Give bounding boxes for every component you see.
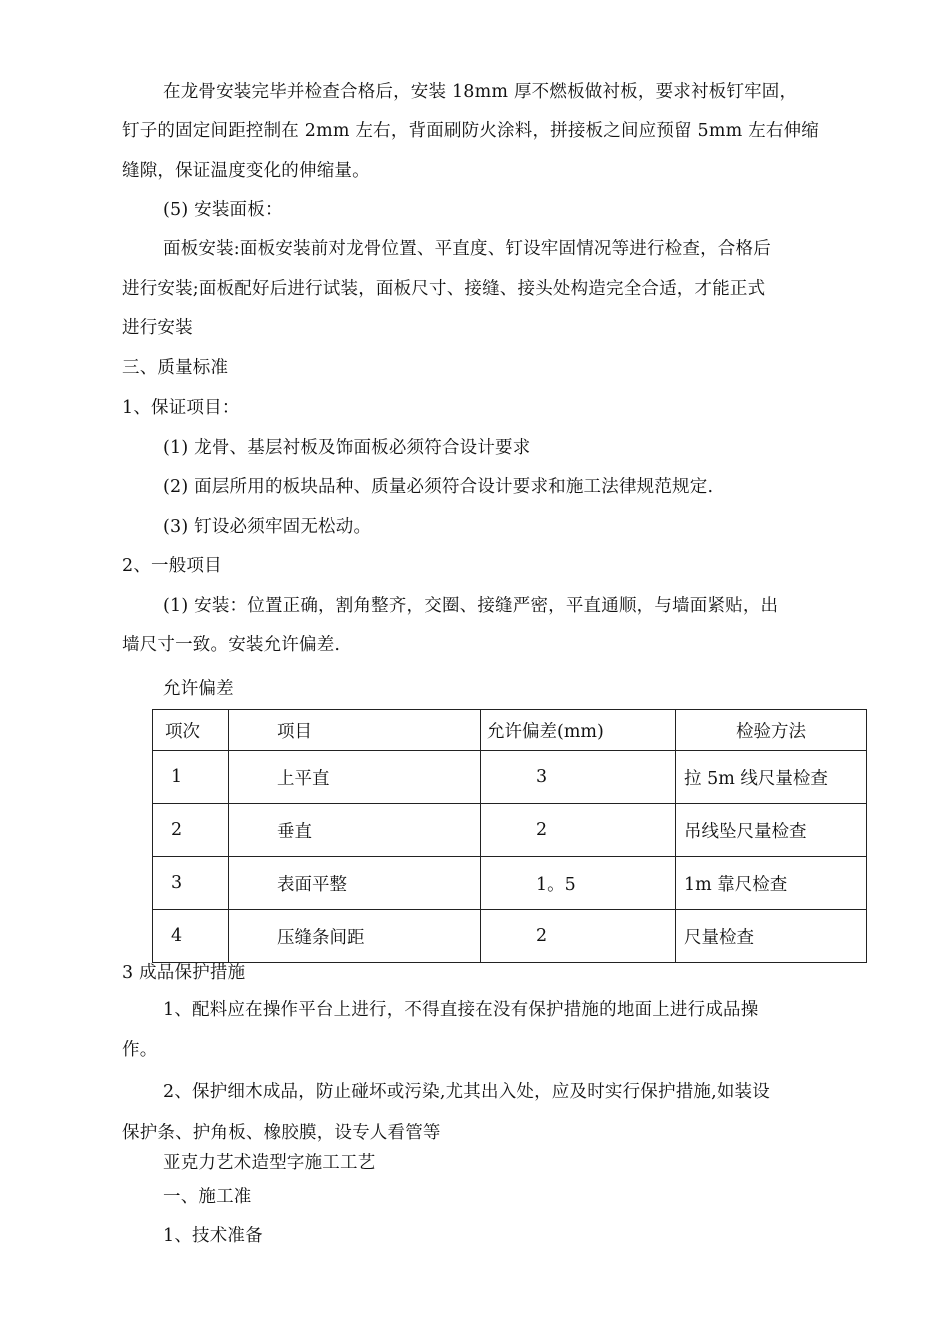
table-header-cell: 允许偏差(mm): [481, 710, 676, 751]
table-row: [153, 910, 867, 963]
section-heading: (5) 安装面板：: [163, 200, 283, 220]
table-cell: 4: [153, 910, 229, 963]
list-item: (2) 面层所用的板块品种、质量必须符合设计要求和施工法律规范规定.: [163, 477, 714, 497]
paragraph-line: 进行安装;面板配好后进行试装，面板尺寸、接缝、接头处构造完全合适，才能正式: [122, 279, 766, 299]
section-heading: 三、质量标准: [122, 358, 229, 378]
section-heading: 一、施工准: [163, 1187, 252, 1207]
paragraph-line: 面板安装:面板安装前对龙骨位置、平直度、钉设牢固情况等进行检查，合格后: [163, 239, 771, 259]
table-cell: 尺量检查: [676, 910, 867, 963]
paragraph-line: 钉子的固定间距控制在 2mm 左右，背面刷防火涂料，拼接板之间应预留 5mm 左右伸缩: [122, 121, 819, 141]
table-cell: 上平直: [229, 751, 481, 804]
table-header-cell: 项次: [153, 710, 229, 751]
subsection-heading: 1、技术准备: [163, 1226, 263, 1246]
table-cell: 垂直: [229, 804, 481, 857]
paragraph-line: 作。: [122, 1040, 158, 1060]
list-item: (1) 安装：位置正确，割角整齐，交圈、接缝严密，平直通顺，与墙面紧贴，出: [163, 596, 779, 616]
subsection-heading: 1、保证项目：: [122, 398, 240, 418]
table-cell: 2: [481, 910, 676, 963]
subsection-heading: 3 成品保护措施: [122, 963, 246, 983]
paragraph-line: 2、保护细木成品，防止碰坏或污染,尤其出入处，应及时实行保护措施,如装设: [163, 1082, 770, 1102]
paragraph-line: 在龙骨安装完毕并检查合格后，安装 18mm 厚不燃板做衬板，要求衬板钉牢固，: [163, 82, 798, 102]
table-row: [153, 751, 867, 804]
table-cell: 压缝条间距: [229, 910, 481, 963]
table-cell: 吊线坠尺量检查: [676, 804, 867, 857]
table-cell: 1: [153, 751, 229, 804]
table-header-row: [153, 710, 867, 751]
paragraph-line: 缝隙，保证温度变化的伸缩量。: [122, 161, 370, 181]
table-cell: 拉 5m 线尺量检查: [676, 751, 867, 804]
table-cell: 2: [153, 804, 229, 857]
list-item: (3) 钉设必须牢固无松动。: [163, 517, 372, 537]
paragraph-line: 保护条、护角板、橡胶膜，设专人看管等: [122, 1123, 441, 1143]
tolerance-table: [152, 709, 867, 963]
table-row: [153, 857, 867, 910]
table-cell: 表面平整: [229, 857, 481, 910]
table-header-cell: 项目: [229, 710, 481, 751]
document-title: 亚克力艺术造型字施工工艺: [163, 1153, 376, 1173]
paragraph-line: 进行安装: [122, 318, 193, 338]
table-cell: 3: [481, 751, 676, 804]
table-caption: 允许偏差: [163, 679, 234, 699]
paragraph-line: 1、配料应在操作平台上进行，不得直接在没有保护措施的地面上进行成品操: [163, 1000, 759, 1020]
table-header-cell: 检验方法: [676, 710, 867, 751]
paragraph-line: 墙尺寸一致。安装允许偏差.: [122, 635, 341, 655]
table-cell: 1m 靠尺检查: [676, 857, 867, 910]
table-cell: 1。5: [481, 857, 676, 910]
table-cell: 3: [153, 857, 229, 910]
table-row: [153, 804, 867, 857]
list-item: (1) 龙骨、基层衬板及饰面板必须符合设计要求: [163, 438, 531, 458]
subsection-heading: 2、一般项目: [122, 556, 222, 576]
table-cell: 2: [481, 804, 676, 857]
